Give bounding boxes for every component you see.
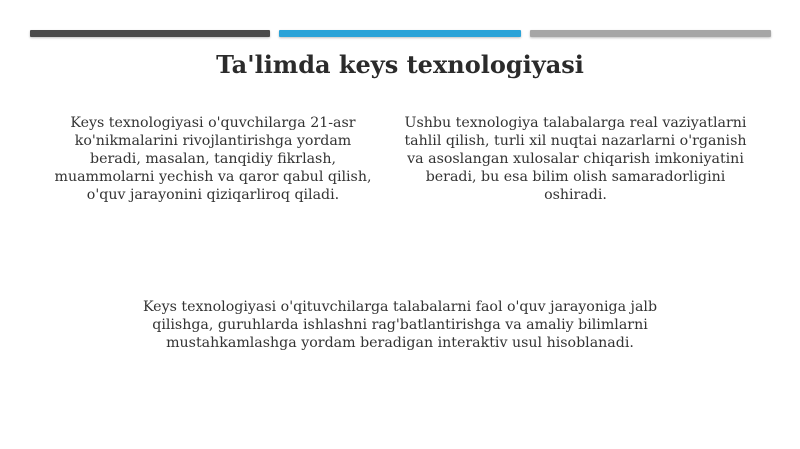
slide-title: Ta'limda keys texnologiyasi: [216, 50, 584, 79]
accent-bar-blue: [279, 30, 521, 37]
accent-bar-gray: [530, 30, 771, 37]
paragraph-bottom: Keys texnologiyasi o'qituvchilarga talabalarni faol o'quv jarayoniga jalb qilishga, guruhlarda ishlashni rag'batlantirishga va amaliy bilimlarni mustahkamlashga yordam beradigan interaktiv usul hisoblanadi.: [142, 299, 658, 351]
accent-bar-dark: [30, 30, 270, 37]
paragraph-right: Ushbu texnologiya talabalarga real vaziyatlarni tahlil qilish, turli xil nuqtai nazarlarni o'rganish va asoslangan xulosalar chiqarish imkoniyatini beradi, bu esa bilim olish samaradorligini oshiradi.: [404, 115, 747, 203]
paragraph-left: Keys texnologiyasi o'quvchilarga 21-asr ko'nikmalarini rivojlantirishga yordam beradi, masalan, tanqidiy fikrlash, muammolarni yechish va qaror qabul qilish, o'quv jarayonini qiziqarliroq qiladi.: [54, 115, 372, 203]
